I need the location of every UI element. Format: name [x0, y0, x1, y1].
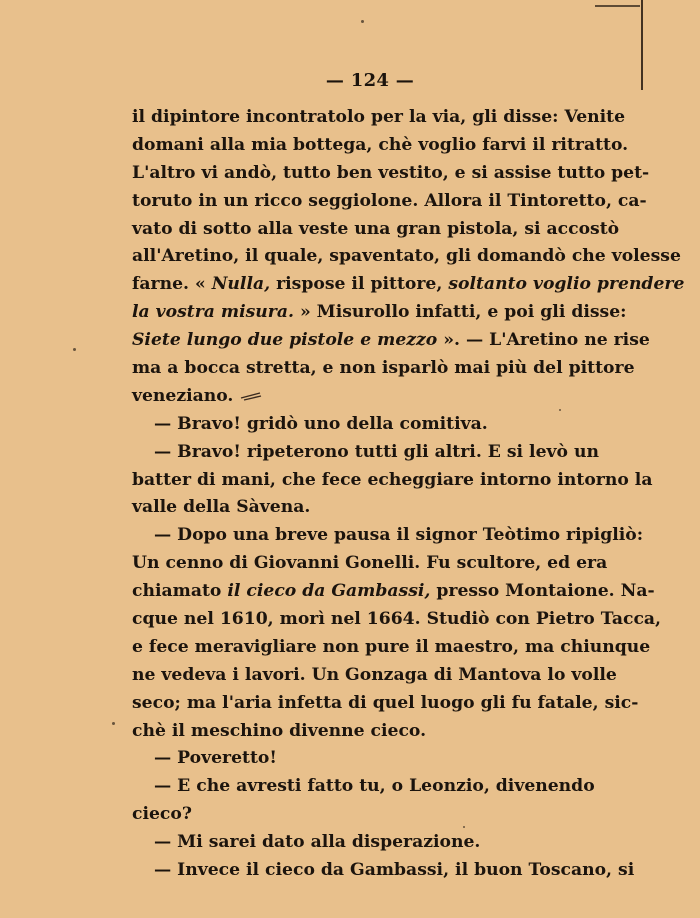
italic-span: Siete lungo due pistole e mezzo: [132, 330, 438, 351]
italic-span: Nulla,: [211, 274, 271, 295]
text-line: [132, 383, 594, 411]
text-line: toruto in un ricco seggiolone. Allora il Tintoretto, ca-: [132, 190, 647, 211]
text-line: domani alla mia bottega, chè voglio farvi il ritratto.: [132, 134, 629, 155]
text-line: Un cenno di Giovanni Gonelli. Fu scultore, ed era: [132, 553, 608, 574]
text-line: L'altro vi andò, tutto ben vestito, e si assise tutto pet-: [132, 162, 650, 183]
text-line: seco; ma l'aria infetta di quel luogo gli fu fatale, sic-: [132, 692, 639, 713]
pencil-mark-icon: [239, 390, 263, 402]
text-line: [132, 327, 650, 355]
text-line: ne vedeva i lavori. Un Gonzaga di Mantova lo volle: [132, 664, 617, 685]
page-edge-line: [641, 0, 643, 90]
text-line: ma a bocca stretta, e non isparlò mai più del pittore: [132, 358, 635, 379]
page-edge-line-top: [595, 5, 640, 7]
text-line: valle della Sàvena.: [132, 497, 311, 518]
print-speck: [112, 722, 115, 725]
text-line: — E che avresti fatto tu, o Leonzio, divenendo: [154, 776, 595, 797]
text-line: — Poveretto!: [154, 748, 277, 769]
text-span: farne. «: [132, 274, 212, 295]
text-line: all'Aretino, il quale, spaventato, gli domandò che volesse: [132, 246, 681, 267]
page-number: — 124 —: [325, 70, 415, 91]
text-line: — Bravo! ripeterono tutti gli altri. E si levò un: [154, 441, 599, 462]
body-text: [132, 104, 685, 885]
text-span: ». — L'Aretino ne rise: [437, 330, 650, 351]
text-span: » Misurollo infatti, e poi gli disse:: [293, 302, 627, 323]
text-line: cieco?: [132, 804, 192, 825]
text-line: — Dopo una breve pausa il signor Teòtimo ripigliò:: [154, 525, 644, 546]
text-line: e fece meravigliare non pure il maestro, ma chiunque: [132, 636, 651, 657]
text-line: [132, 578, 655, 606]
text-line: — Mi sarei dato alla disperazione.: [154, 832, 481, 853]
text-line: — Bravo! gridò uno della comitiva.: [154, 413, 488, 434]
text-line: il dipintore incontratolo per la via, gli disse: Venite: [132, 107, 626, 127]
print-speck: [73, 348, 76, 351]
text-span: veneziano.: [132, 385, 234, 406]
text-line: [132, 299, 627, 327]
text-line: cque nel 1610, morì nel 1664. Studiò con Pietro Tacca,: [132, 609, 662, 630]
italic-span: soltanto voglio prendere: [448, 274, 685, 295]
text-span: rispose il pittore,: [270, 274, 449, 295]
text-span: presso Montaione. Na-: [430, 581, 655, 602]
text-line: vato di sotto alla veste una gran pistola, si accostò: [132, 218, 620, 239]
text-line: — Invece il cieco da Gambassi, il buon Toscano, si: [154, 860, 635, 881]
text-line: chè il meschino divenne cieco.: [132, 720, 427, 741]
italic-span: la vostra misura.: [132, 302, 294, 323]
italic-span: il cieco da Gambassi,: [227, 581, 431, 602]
text-span: chiamato: [132, 581, 228, 602]
text-line: batter di mani, che fece echeggiare intorno intorno la: [132, 469, 653, 490]
text-line: [132, 271, 685, 299]
print-speck: [361, 20, 364, 23]
